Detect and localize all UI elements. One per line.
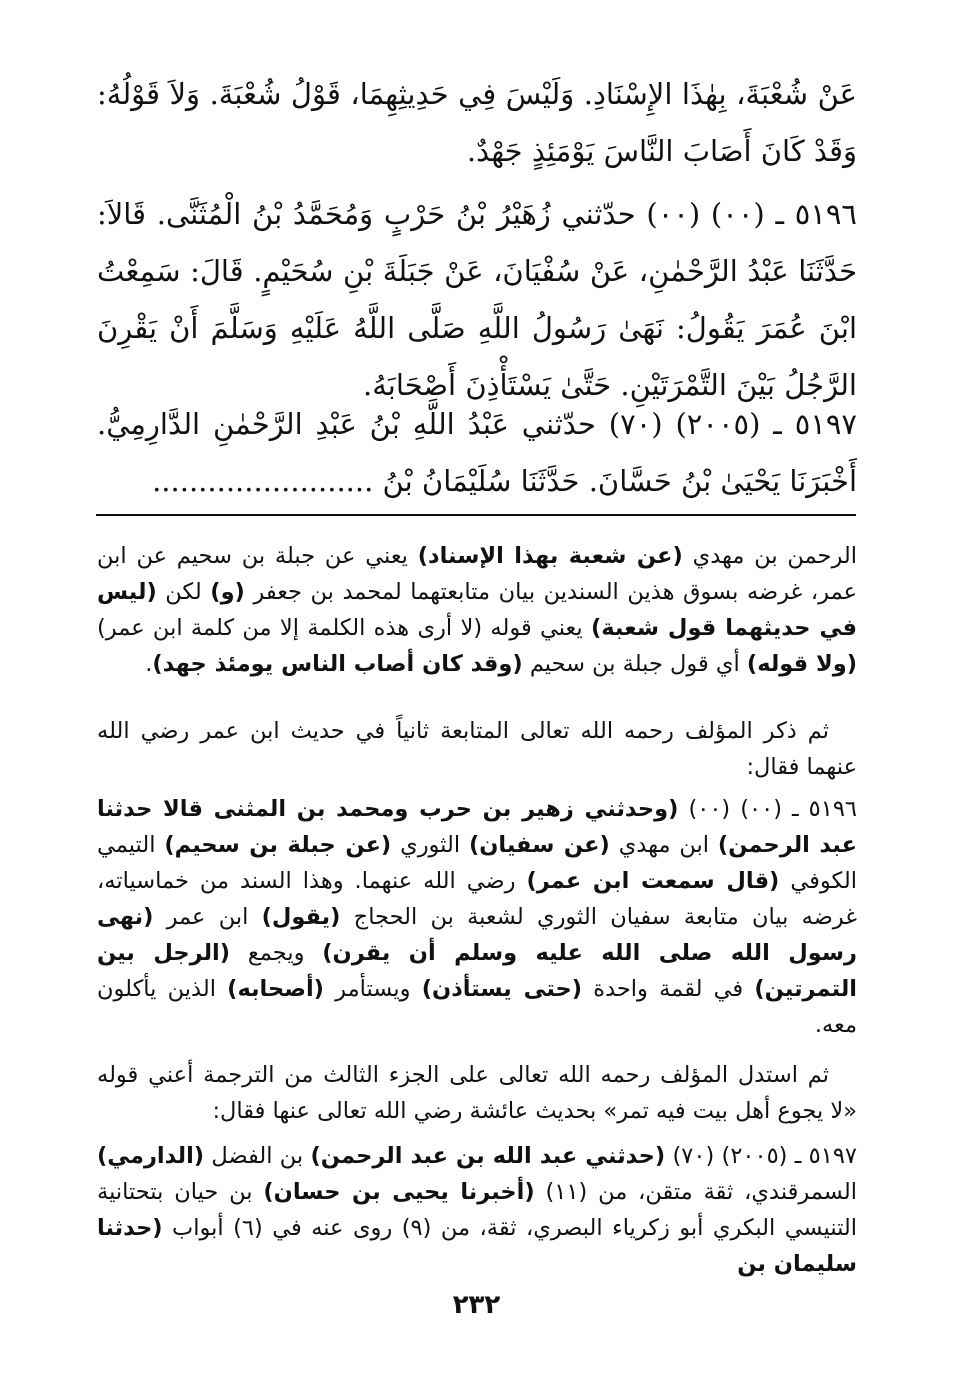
commentary-text: الثوري: [391, 832, 469, 858]
commentary-text: ثم ذكر المؤلف رحمه الله تعالى المتابعة ثانياً في حديث ابن عمر رضي الله عنهما فقال:: [97, 718, 857, 780]
quoted-hadith-phrase: (حتى يستأذن): [421, 976, 583, 1002]
quoted-hadith-phrase: (الرجل بين التمرتين): [97, 940, 857, 1002]
commentary-paragraph-1: [97, 538, 857, 682]
footnote-divider: [96, 514, 856, 516]
quoted-hadith-phrase: (ليس في حديثهما قول شعبة): [97, 579, 858, 641]
quoted-hadith-phrase: (عن جبلة بن سحيم): [164, 832, 392, 858]
quoted-hadith-phrase: (أصحابه): [227, 976, 324, 1002]
quoted-hadith-phrase: (نهى رسول الله صلى الله عليه وسلم أن يقرن): [97, 904, 857, 966]
commentary-text: ٥١٩٦ ـ (٠٠) (٠٠): [678, 796, 857, 822]
commentary-text: في لقمة واحدة: [582, 976, 755, 1002]
hadith-text-paragraph-1: عَنْ شُعْبَةَ، بِهٰذَا الإِسْنَادِ. وَلَيْسَ فِي حَدِيثِهِمَا، قَوْلُ شُعْبَةَ. وَلاَ قَوْلُهُ: وَقَدْ كَانَ أَصَابَ النَّاسَ يَوْمَئِذٍ جَهْدٌ.: [97, 77, 857, 168]
commentary-text: ويجمع: [230, 940, 323, 966]
quoted-hadith-phrase: (وحدثني زهير بن حرب ومحمد بن المثنى قالا حدثنا عبد الرحمن): [97, 796, 857, 858]
commentary-paragraph-5: [97, 1138, 857, 1282]
commentary-text: يعني عن جبلة بن سحيم عن ابن عمر، غرضه بسوق هذين السندين بيان متابعتهما لمحمد بن جعفر: [97, 543, 857, 605]
page-number: ٢٣٢: [452, 1290, 501, 1320]
commentary-text: الرحمن بن مهدي: [682, 543, 857, 569]
commentary-text: لكن: [156, 579, 211, 605]
quoted-hadith-phrase: (وقد كان أصاب الناس يومئذ جهد): [152, 651, 523, 677]
commentary-text: ٥١٩٧ ـ (٢٠٠٥) (٧٠): [665, 1143, 858, 1169]
quoted-hadith-phrase: (حدثني عبد الله بن عبد الرحمن): [310, 1143, 666, 1169]
commentary-paragraph-2: [97, 713, 857, 785]
commentary-text: ثم استدل المؤلف رحمه الله تعالى على الجزء الثالث من الترجمة أعني قوله «لا يجوع أهل بيت فيه تمر» بحديث عائشة رضي الله تعالى عنها فقال:: [97, 1062, 857, 1124]
quoted-hadith-phrase: (عن شعبة بهذا الإسناد): [417, 543, 683, 569]
quoted-hadith-phrase: (قال سمعت ابن عمر): [526, 868, 780, 894]
quoted-hadith-phrase: (و): [210, 579, 245, 605]
commentary-paragraph-4: [97, 1057, 857, 1129]
commentary-text: السمرقندي، ثقة متقن، من (١١): [534, 1179, 857, 1205]
commentary-text: ويستأمر: [323, 976, 422, 1002]
quoted-hadith-phrase: (حدثنا سليمان بن: [97, 1215, 857, 1277]
commentary-text: بن حيان بتحتانية التنيسي البكري أبو زكرياء البصري، ثقة، من (٩) روى عنه في (٦) أبواب: [97, 1179, 857, 1241]
quoted-hadith-phrase: (عن سفيان): [468, 832, 610, 858]
hadith-text-paragraph-2: ٥١٩٦ ـ (٠٠) (٠٠) حدّثني زُهَيْرُ بْنُ حَرْبٍ وَمُحَمَّدُ بْنُ الْمُثَنَّى. قَالاَ: حَدَّثَنَا عَبْدُ الرَّحْمٰنِ، عَنْ سُفْيَانَ، عَنْ جَبَلَةَ بْنِ سُحَيْمٍ. قَالَ: سَمِعْتُ ابْنَ عُمَرَ يَقُولُ: نَهَىٰ رَسُولُ اللَّهِ صَلَّى اللَّهُ عَلَيْهِ وَسَلَّمَ أَنْ يَقْرِنَ الرَّجُلُ بَيْنَ التَّمْرَتَيْنِ. حَتَّىٰ يَسْتَأْذِنَ أَصْحَابَهُ.: [97, 197, 857, 402]
commentary-text: الذين يأكلون معه.: [97, 976, 857, 1038]
quoted-hadith-phrase: (الدارمي): [97, 1143, 205, 1169]
commentary-text: التيمي الكوفي: [97, 832, 857, 894]
commentary-text: أي قول جبلة بن سحيم: [522, 651, 747, 677]
commentary-text: بن الفضل: [204, 1143, 311, 1169]
commentary-text: ابن عمر: [153, 904, 262, 930]
quoted-hadith-phrase: (أخبرنا يحيى بن حسان): [263, 1179, 535, 1205]
commentary-text: .: [145, 651, 153, 677]
quoted-hadith-phrase: (يقول): [261, 904, 341, 930]
commentary-text: رضي الله عنهما. وهذا السند من خماسياته، غرضه بيان متابعة سفيان الثوري لشعبة بن الحجاج: [97, 868, 857, 930]
commentary-paragraph-3: [97, 791, 857, 1043]
hadith-text-paragraph-3: ٥١٩٧ ـ (٢٠٠٥) (٧٠) حدّثني عَبْدُ اللَّهِ بْنُ عَبْدِ الرَّحْمٰنِ الدَّارِمِيُّ. أَخْبَرَنَا يَحْيَىٰ بْنُ حَسَّانَ. حَدَّثَنَا سُلَيْمَانُ بْنُ ........................: [97, 407, 857, 498]
quoted-hadith-phrase: (ولا قوله): [746, 651, 857, 677]
commentary-text: يعني قوله (لا أرى هذه الكلمة إلا من كلمة ابن عمر): [97, 615, 591, 641]
commentary-text: ابن مهدي: [609, 832, 718, 858]
